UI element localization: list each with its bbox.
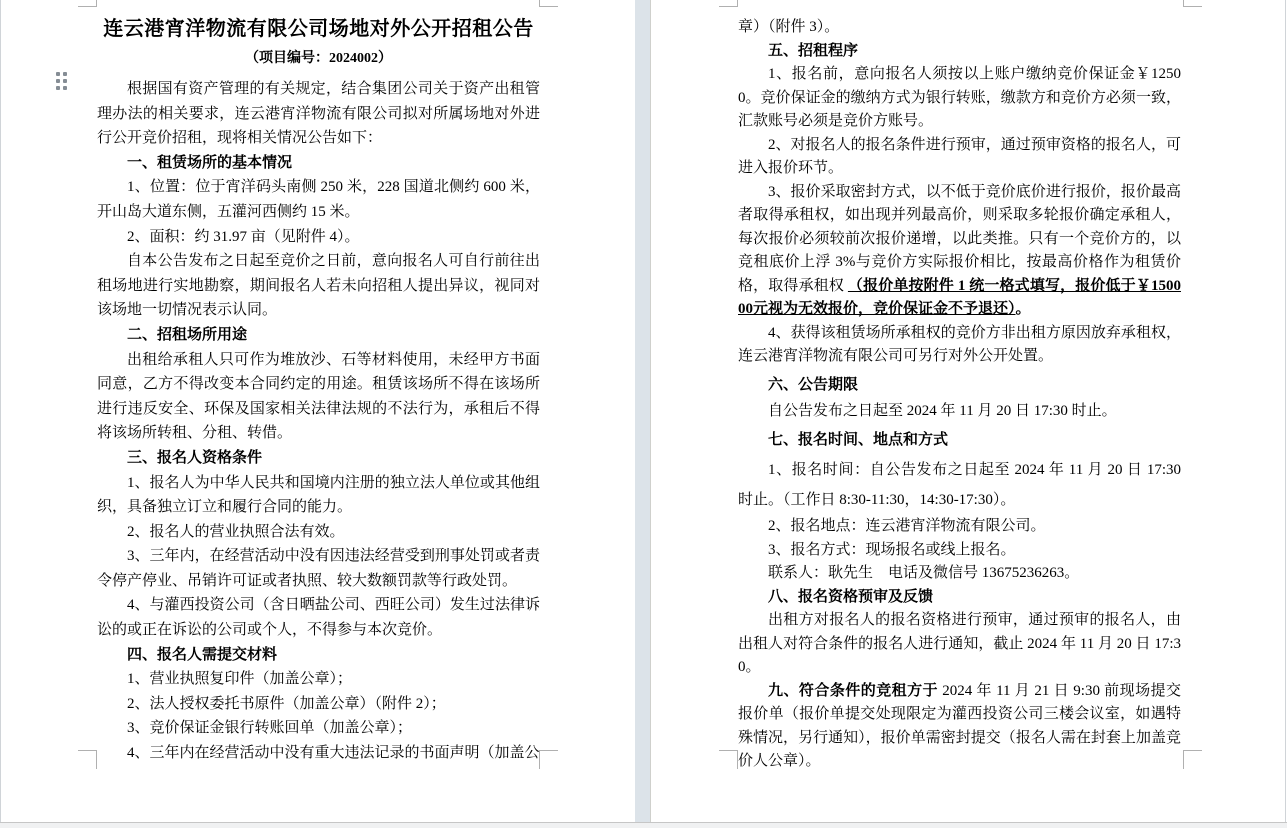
paragraph: 出租给承租人只可作为堆放沙、石等材料使用，未经甲方书面同意，乙方不得改变本合同约定的用途。租赁该场所不得在该场所进行违反安全、环保及国家相关法律法规的不法行为，承租后不得将该场所转租、分租、转借。 [97, 351, 540, 442]
section-heading: 二、招租场所用途 [127, 326, 248, 343]
paragraph: 1、位置：位于宵洋码头南侧 250 米，228 国道北侧约 600 米，开山岛大道东侧，五灌河西侧约 15 米。 [97, 179, 540, 220]
page-1-paragraphs [97, 77, 540, 766]
paragraph: 出租方对报名人的报名资格进行预审，通过预审的报名人，由出租人对符合条件的报名人进行通知，截止 2024 年 11 月 20 日 17:30。 [738, 612, 1181, 675]
margin-mark-bottom-right [539, 750, 558, 769]
bottom-strip [0, 822, 1287, 828]
paragraph: 2、面积：约 31.97 亩（见附件 4）。 [127, 228, 360, 245]
section-heading: 七、报名时间、地点和方式 [768, 431, 949, 448]
paragraph: 3、竞价保证金银行转账回单（加盖公章）； [127, 720, 413, 737]
paragraph: 2、报名地点：连云港宵洋物流有限公司。 [768, 518, 1046, 534]
margin-mark-top-left [719, 0, 738, 7]
margin-mark-bottom-left [719, 750, 738, 769]
page-gap [635, 0, 651, 822]
paragraph: 自公告发布之日起至 2024 年 11 月 20 日 17:30 时止。 [768, 403, 1117, 419]
paragraph: 4、与灌西投资公司（含日晒盐公司、西旺公司）发生过法律诉讼的或正在诉讼的公司或个人，不得参与本次竞价。 [97, 597, 540, 639]
paragraph: 1、报名时间：自公告发布之日起至 2024 年 11 月 20 日 17:30 时止。（工作日 8:30-11:30，14:30-17:30）。 [738, 462, 1181, 508]
margin-mark-bottom-left [78, 750, 97, 769]
paragraph: 3、三年内，在经营活动中没有因违法经营受到刑事处罚或者责令停产停业、吊销许可证或者执照、较大数额罚款等行政处罚。 [97, 548, 540, 589]
paragraph: 自本公告发布之日起至竞价之日前，意向报名人可自行前往出租场地进行实地勘察，期间报名人若未向招租人提出异议，视同对该场地一切情况表示认同。 [97, 253, 540, 319]
left-window-edge [0, 0, 1, 822]
section-heading: 四、报名人需提交材料 [127, 646, 278, 663]
page-2-text-area[interactable] [738, 16, 1181, 774]
section-heading: 三、报名人资格条件 [127, 449, 263, 466]
project-number: （项目编号：2024002） [245, 51, 392, 66]
margin-mark-top-right [1183, 0, 1202, 7]
paragraph: 1、营业执照复印件（加盖公章）； [127, 671, 353, 688]
paragraph: 4、三年内在经营活动中没有重大违法记录的书面声明（加盖公 [127, 745, 540, 762]
paragraph: 3、报价采取密封方式，以不低于竞价底价进行报价，报价最高者取得承租权，如出现并列最高价，则采取多轮报价确定承租人，每次报价必须较前次报价递增，以此类推。只有一个竞价方的，以竞租底价上浮 3%与竞价方实际报价相比，按最高价格作为租赁价格，取得承租权 （报价单按附件 1 统一格式填写，报价低于￥150000元视为无效报价，竞价保证金不予退还）。 [738, 183, 1181, 317]
paragraph: 1、报名前，意向报名人须按以上账户缴纳竞价保证金￥12500。竞价保证金的缴纳方式为银行转账，缴款方和竞价方必须一致，汇款账号必须是竞价方账号。 [738, 66, 1181, 129]
section-heading: 八、报名资格预审及反馈 [768, 588, 934, 605]
page-2-paragraphs [738, 16, 1181, 774]
right-window-edge [1285, 0, 1286, 822]
paragraph: 章）（附件 3）。 [738, 19, 840, 35]
document-title: 连云港宵洋物流有限公司场地对外公开招租公告 [103, 18, 534, 40]
paragraph: 九、符合条件的竞租方于 2024 年 11 月 21 日 9:30 前现场提交报价单（报价单提交处现限定为灌西投资公司三楼会议室，如遇特殊情况，另行通知），报价单需密封提交（报名人需在封套上加盖竞价人公章）。 [738, 682, 1181, 769]
paragraph: 联系人：耿先生 电话及微信号 13675236263。 [768, 565, 1080, 581]
paragraph: 1、报名人为中华人民共和国境内注册的独立法人单位或其他组织，具备独立订立和履行合同的能力。 [97, 474, 540, 516]
margin-mark-top-left [78, 0, 97, 7]
paragraph: 4、获得该租赁场所承租权的竞价方非出租方原因放弃承租权，连云港宵洋物流有限公司可另行对外公开处置。 [738, 324, 1181, 364]
page-2[interactable] [651, 0, 1285, 822]
paragraph: 2、报名人的营业执照合法有效。 [127, 523, 345, 540]
section-heading: 一、租赁场所的基本情况 [127, 154, 293, 171]
margin-mark-bottom-right [1183, 750, 1202, 769]
section-heading: 六、公告期限 [768, 376, 859, 393]
margin-mark-top-right [539, 0, 558, 7]
paragraph-drag-handle-icon[interactable] [56, 72, 67, 92]
paragraph: 2、法人授权委托书原件（加盖公章）（附件 2）； [127, 695, 446, 712]
paragraph: 2、对报名人的报名条件进行预审，通过预审资格的报名人，可进入报价环节。 [738, 136, 1181, 176]
section-heading: 五、招租程序 [768, 42, 859, 59]
paragraph: 根据国有资产管理的有关规定，结合集团公司关于资产出租管理办法的相关要求，连云港宵洋物流有限公司拟对所属场地对外进行公开竞价招租，现将相关情况公告如下： [97, 81, 540, 147]
page-1-text-area[interactable] [97, 14, 540, 766]
page-1[interactable] [1, 0, 635, 822]
paragraph: 3、报名方式：现场报名或线上报名。 [768, 541, 1016, 558]
